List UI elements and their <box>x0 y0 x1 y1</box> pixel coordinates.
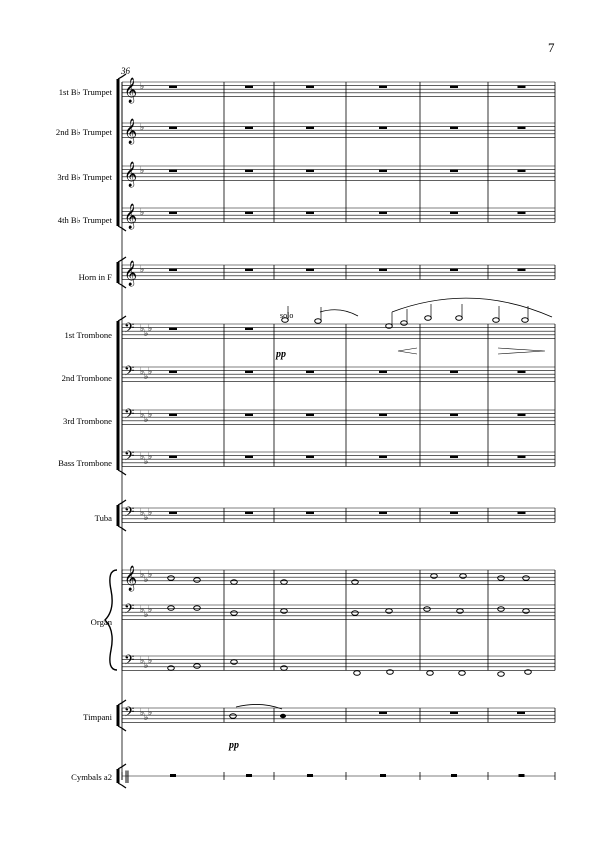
whole-rest <box>450 212 458 214</box>
treble-clef-icon: 𝄞 <box>124 566 138 591</box>
whole-rest <box>450 371 458 373</box>
instrument-label-cym: Cymbals a2 <box>71 772 112 782</box>
tie <box>236 704 282 709</box>
crescendo-hairpin <box>398 348 417 354</box>
instrument-label-tbn3: 3rd Trombone <box>63 416 112 426</box>
bass-clef-icon: 𝄢 <box>124 504 135 523</box>
flat-icon: ♭ <box>148 410 153 420</box>
whole-rest <box>245 86 253 88</box>
timpani-note <box>280 714 286 718</box>
organ-brace <box>105 570 117 670</box>
whole-rest <box>306 456 314 458</box>
organ-note <box>231 660 238 665</box>
whole-rest <box>518 269 526 271</box>
whole-rest <box>518 371 526 373</box>
whole-rest <box>379 269 387 271</box>
whole-rest <box>306 269 314 271</box>
cymbal-rest <box>451 774 457 777</box>
flat-icon: ♭ <box>144 661 149 671</box>
flat-icon: ♭ <box>140 208 145 218</box>
organ-note <box>431 574 438 579</box>
trombone-dynamic: pp <box>276 349 286 360</box>
whole-rest <box>169 212 177 214</box>
whole-rest <box>379 456 387 458</box>
flat-icon: ♭ <box>148 367 153 377</box>
whole-rest <box>169 170 177 172</box>
flat-icon: ♭ <box>144 713 149 723</box>
bass-clef-icon: 𝄢 <box>124 320 135 339</box>
bass-clef-icon: 𝄢 <box>124 448 135 467</box>
organ-note <box>523 576 530 581</box>
flat-icon: ♭ <box>144 513 149 523</box>
whole-rest <box>518 512 526 514</box>
instrument-label-tpt2: 2nd B♭ Trumpet <box>55 127 112 137</box>
treble-clef-icon: 𝄞 <box>124 119 138 144</box>
measure-number: 36 <box>121 66 130 76</box>
instrument-label-tpt1: 1st B♭ Trumpet <box>58 87 112 97</box>
whole-rest <box>518 127 526 129</box>
flat-icon: ♭ <box>140 265 145 275</box>
whole-rest <box>245 456 253 458</box>
whole-rest <box>379 512 387 514</box>
flat-icon: ♭ <box>144 372 149 382</box>
flat-icon: ♭ <box>140 82 145 92</box>
treble-clef-icon: 𝄞 <box>124 204 138 229</box>
flat-icon: ♭ <box>140 570 145 580</box>
organ-note <box>352 580 359 585</box>
whole-rest <box>169 86 177 88</box>
bass-clef-icon: 𝄢 <box>124 601 135 620</box>
instrument-label-tpt3: 3rd B♭ Trumpet <box>57 172 112 182</box>
half-note <box>493 318 500 323</box>
whole-rest <box>169 269 177 271</box>
bass-clef-icon: 𝄢 <box>124 406 135 425</box>
organ-note <box>498 576 505 581</box>
organ-note <box>352 611 359 616</box>
organ-note <box>168 576 175 581</box>
treble-clef-icon: 𝄞 <box>124 261 138 286</box>
instrument-label-horn: Horn in F <box>78 272 112 282</box>
organ-note <box>281 580 288 585</box>
flat-icon: ♭ <box>140 123 145 133</box>
organ-note <box>459 671 466 676</box>
instrument-label-tuba: Tuba <box>94 513 112 523</box>
organ-note <box>460 574 467 579</box>
solo-marking: solo <box>280 311 294 320</box>
whole-rest <box>450 86 458 88</box>
staff-lines <box>122 82 555 776</box>
organ-note <box>354 671 361 676</box>
treble-clef-icon: 𝄞 <box>124 78 138 103</box>
organ-note <box>498 607 505 612</box>
organ-note <box>281 609 288 614</box>
organ-note <box>231 611 238 616</box>
whole-rest <box>450 269 458 271</box>
whole-rest <box>306 371 314 373</box>
bass-clef-icon: 𝄢 <box>124 652 135 671</box>
whole-rest <box>518 456 526 458</box>
treble-clef-icon: 𝄞 <box>124 162 138 187</box>
organ-note <box>424 607 431 612</box>
half-note <box>401 321 408 326</box>
flat-icon: ♭ <box>144 329 149 339</box>
whole-rest <box>306 512 314 514</box>
whole-rest <box>379 127 387 129</box>
flat-icon: ♭ <box>140 452 145 462</box>
whole-rest <box>379 170 387 172</box>
bass-clef-icon: 𝄢 <box>124 363 135 382</box>
whole-rest <box>245 127 253 129</box>
organ-note <box>457 609 464 614</box>
timpani-note <box>230 714 237 719</box>
flat-icon: ♭ <box>144 610 149 620</box>
instrument-label-tbn2: 2nd Trombone <box>61 373 112 383</box>
whole-rest <box>245 269 253 271</box>
cymbal-rest <box>246 774 252 777</box>
organ-note <box>281 666 288 671</box>
whole-rest <box>169 127 177 129</box>
bass-clef-icon: 𝄢 <box>124 704 135 723</box>
whole-rest <box>245 170 253 172</box>
cymbal-rest <box>307 774 313 777</box>
cymbal-rest <box>519 774 525 777</box>
notation <box>168 86 552 777</box>
flat-icon: ♭ <box>144 457 149 467</box>
whole-rest <box>306 414 314 416</box>
whole-rest <box>306 170 314 172</box>
flat-icon: ♭ <box>148 452 153 462</box>
whole-rest <box>518 170 526 172</box>
flat-icon: ♭ <box>140 324 145 334</box>
flat-icon: ♭ <box>144 575 149 585</box>
whole-rest <box>450 127 458 129</box>
whole-rest <box>245 414 253 416</box>
whole-rest <box>379 371 387 373</box>
whole-rest <box>518 414 526 416</box>
organ-note <box>523 609 530 614</box>
instrument-label-organ: Organ <box>90 617 112 627</box>
flat-icon: ♭ <box>140 166 145 176</box>
whole-rest <box>306 127 314 129</box>
flat-icon: ♭ <box>140 656 145 666</box>
half-note <box>425 316 432 321</box>
whole-rest <box>169 328 177 330</box>
flat-icon: ♭ <box>148 508 153 518</box>
whole-rest <box>379 414 387 416</box>
flat-icon: ♭ <box>148 324 153 334</box>
whole-rest <box>450 170 458 172</box>
whole-rest <box>379 212 387 214</box>
flat-icon: ♭ <box>148 605 153 615</box>
flat-icon: ♭ <box>140 410 145 420</box>
page-number: 7 <box>548 40 555 55</box>
timpani-dynamic: pp <box>229 740 239 751</box>
organ-note <box>498 672 505 677</box>
whole-rest <box>379 86 387 88</box>
whole-rest <box>245 512 253 514</box>
cymbal-rest <box>170 774 176 777</box>
whole-rest <box>306 86 314 88</box>
whole-rest <box>306 212 314 214</box>
flat-icon: ♭ <box>140 367 145 377</box>
whole-rest <box>169 512 177 514</box>
flat-icon: ♭ <box>144 415 149 425</box>
whole-rest <box>518 212 526 214</box>
slur <box>320 310 358 316</box>
organ-note <box>168 666 175 671</box>
organ-note <box>194 578 201 583</box>
whole-rest <box>169 414 177 416</box>
organ-note <box>231 580 238 585</box>
instrument-label-timp: Timpani <box>83 712 112 722</box>
flat-icon: ♭ <box>140 605 145 615</box>
flat-icon: ♭ <box>148 656 153 666</box>
percussion-clef-icon: ‖ <box>124 769 130 783</box>
instrument-label-tbn1: 1st Trombone <box>64 330 112 340</box>
whole-rest <box>379 712 387 714</box>
cymbal-rest <box>380 774 386 777</box>
whole-rest <box>517 712 525 714</box>
organ-note <box>427 671 434 676</box>
organ-note <box>194 664 201 669</box>
flat-icon: ♭ <box>148 708 153 718</box>
whole-rest <box>450 456 458 458</box>
barlines <box>122 82 555 780</box>
whole-rest <box>245 328 253 330</box>
flat-icon: ♭ <box>148 570 153 580</box>
organ-note <box>194 606 201 611</box>
instrument-label-tpt4: 4th B♭ Trumpet <box>57 215 112 225</box>
clefs <box>124 77 152 783</box>
decrescendo-hairpin <box>498 348 545 354</box>
whole-rest <box>518 86 526 88</box>
half-note <box>315 319 322 324</box>
instrument-label-btbn: Bass Trombone <box>58 458 112 468</box>
flat-icon: ♭ <box>140 708 145 718</box>
whole-rest <box>450 512 458 514</box>
half-note <box>522 318 529 323</box>
organ-note <box>386 609 393 614</box>
whole-rest <box>169 456 177 458</box>
organ-note <box>168 606 175 611</box>
whole-rest <box>450 712 458 714</box>
half-note <box>456 316 463 321</box>
flat-icon: ♭ <box>140 508 145 518</box>
whole-rest <box>450 414 458 416</box>
brackets <box>105 74 126 788</box>
whole-rest <box>245 371 253 373</box>
whole-rest <box>169 371 177 373</box>
whole-rest <box>245 212 253 214</box>
